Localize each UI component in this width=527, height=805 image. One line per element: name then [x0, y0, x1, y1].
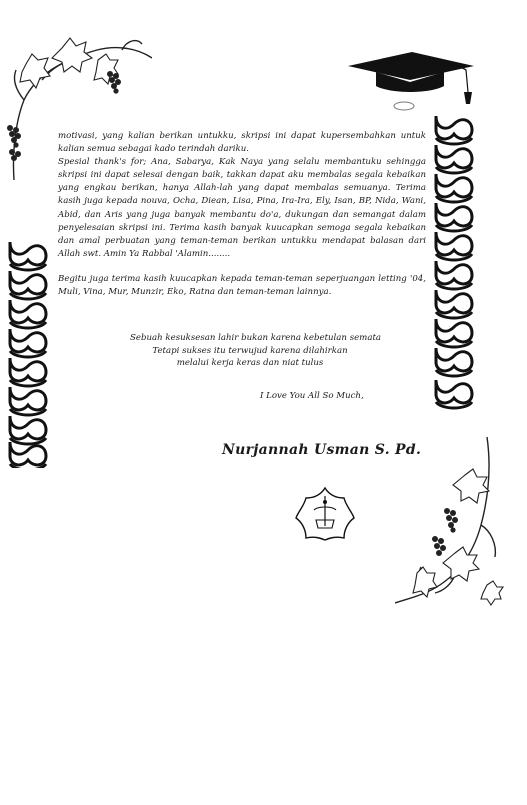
quote-line: Tetapi sukses itu terwujud karena dilahirkan	[152, 345, 348, 356]
quote-line: Sebuah kesuksesan lahir bukan karena kebetulan semata	[130, 333, 382, 343]
university-emblem-icon	[294, 486, 356, 542]
left-scroll-border	[6, 238, 50, 468]
signature-name: Nurjannah Usman S. Pd.	[222, 442, 422, 458]
grape-vine-corner-icon	[395, 435, 505, 615]
body-text	[58, 130, 426, 299]
right-scroll-border	[432, 112, 478, 414]
closing-line: I Love You All So Much,	[260, 391, 364, 401]
paragraph-3: Begitu juga terima kasih kuucapkan kepada teman-teman seperjuangan letting '04, Muli, Vina, Mur, Munzir, Eko, Ratna dan teman-teman lainnya.	[58, 273, 426, 298]
paragraph-2: Spesial thank's for; Ana, Sabarya, Kak Naya yang selalu membantuku sehingga skripsi ini dapat selesai dengan baik, takkan dapat aku membalas segala kebaikan yang engkau berikan, hanya Allah-lah yang dapat membalas semuanya. Terima kasih juga kepada nouva, Ocha, Diean, Lisa, Pina, Ira-Ira, Ely, Isan, BP, Nida, Wani, Abid, dan Aris yang juga banyak membantu do'a, dukungan dan semangat dalam penyelesaian skripsi ini. Terima kasih banyak kuucapkan semoga segala kebaikan dan amal perbuatan yang teman-teman berikan untukku mendapat balasan dari Allah swt. Amin Ya Rabbal 'Alamin........	[58, 157, 426, 259]
quote-line: melalui kerja keras dan niat tulus	[176, 358, 324, 368]
graduation-cap-icon	[346, 46, 476, 116]
paragraph-1: motivasi, yang kalian berikan untukku, skripsi ini dapat kupersembahkan untuk kalian semua sebagai kado terindah dariku.	[58, 131, 426, 155]
quote-block	[130, 332, 382, 370]
